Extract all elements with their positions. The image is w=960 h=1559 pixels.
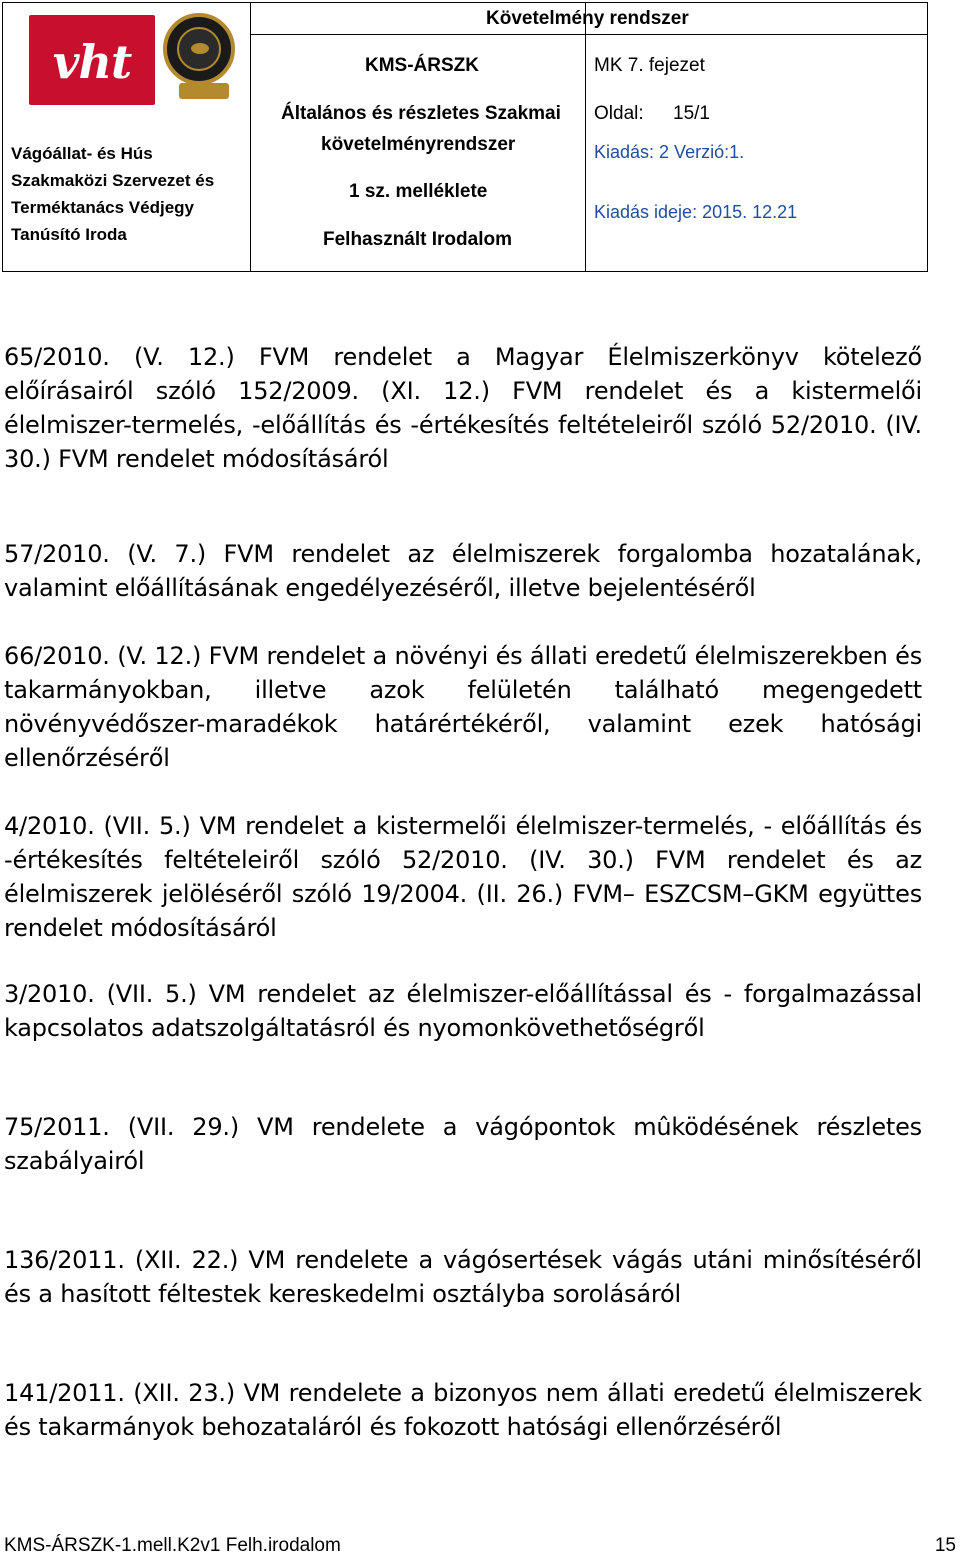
doc-code: KMS-ÁRSZK [365,55,479,76]
page-value: 15/1 [673,103,710,124]
doc-title-line: Felhasznált Irodalom [323,229,512,250]
regulation-paragraph: 4/2010. (VII. 5.) VM rendelet a kistermelői élelmiszer-termelés, - előállítás és -értékesítés feltételeiről szóló 52/2010. (IV. 30.) FVM rendelet és az élelmiszerek jelöléséről szóló 19/2004. (II. 26.) FVM– ESZCSM–GKM együttes rendelet módosításáról [4,812,922,942]
seal-ribbon [179,83,229,99]
regulation-paragraph: 65/2010. (V. 12.) FVM rendelet a Magyar Élelmiszerkönyv kötelező előírásairól szóló 152/2009. (XI. 12.) FVM rendelet és a kistermelői élelmiszer-termelés, -előállítás és -értékesítés feltételeiről szóló 52/2010. (IV. 30.) FVM rendelet módosításáról [4,343,922,473]
doc-title-line: 1 sz. melléklete [349,181,488,202]
header-divider [585,3,586,271]
system-title: Követelmény rendszer [486,8,689,29]
regulation-paragraph: 136/2011. (XII. 22.) VM rendelete a vágósertések vágás utáni minősítéséről és a hasított féltestek kereskedelmi osztályba sorolásáról [4,1246,922,1308]
footer-page-number: 15 [934,1535,956,1556]
regulation-paragraph: 141/2011. (XII. 23.) VM rendelete a bizonyos nem állati eredetű élelmiszerek és takarmányok behozataláról és fokozott hatósági ellenőrzéséről [4,1379,922,1441]
org-name: Vágóállat- és Hús Szakmaközi Szervezet és Terméktanács Védjegy Tanúsító Iroda [11,144,215,244]
regulation-paragraph: 66/2010. (V. 12.) FVM rendelet a növényi és állati eredetű élelmiszerekben és takarmányokban, illetve azok felületén található megengedett növényvédőszer-maradékok határértékéről, valamint ezek hatósági ellenőrzéséről [4,642,922,772]
document-header [2,2,928,272]
regulation-paragraph: 57/2010. (V. 7.) FVM rendelet az élelmiszerek forgalomba hozatalának, valamint előállításának engedélyezéséről, illetve bejelentéséről [4,540,922,602]
logo-text: vht [52,35,132,89]
regulation-paragraph: 75/2011. (VII. 29.) VM rendelete a vágópontok mûködésének részletes szabályairól [4,1113,922,1175]
issue-date: Kiadás ideje: 2015. 12.21 [594,202,798,222]
quality-seal-icon [163,13,235,85]
chapter: MK 7. fejezet [594,55,705,76]
doc-title-line: Általános és részletes Szakmai [281,103,561,124]
pig-icon [191,43,209,54]
edition: Kiadás: 2 Verzió:1. [594,142,745,162]
regulation-paragraph: 3/2010. (VII. 5.) VM rendelet az élelmiszer-előállítással és - forgalmazással kapcsolatos adatszolgáltatásról és nyomonkövethetőségről [4,980,922,1042]
page-label: Oldal: [594,103,644,124]
vht-logo [29,15,155,105]
header-divider [250,3,251,271]
doc-title-line: követelményrendszer [321,134,516,155]
footer-doc-id: KMS-ÁRSZK-1.mell.K2v1 Felh.irodalom [4,1535,341,1556]
header-divider [250,34,927,35]
